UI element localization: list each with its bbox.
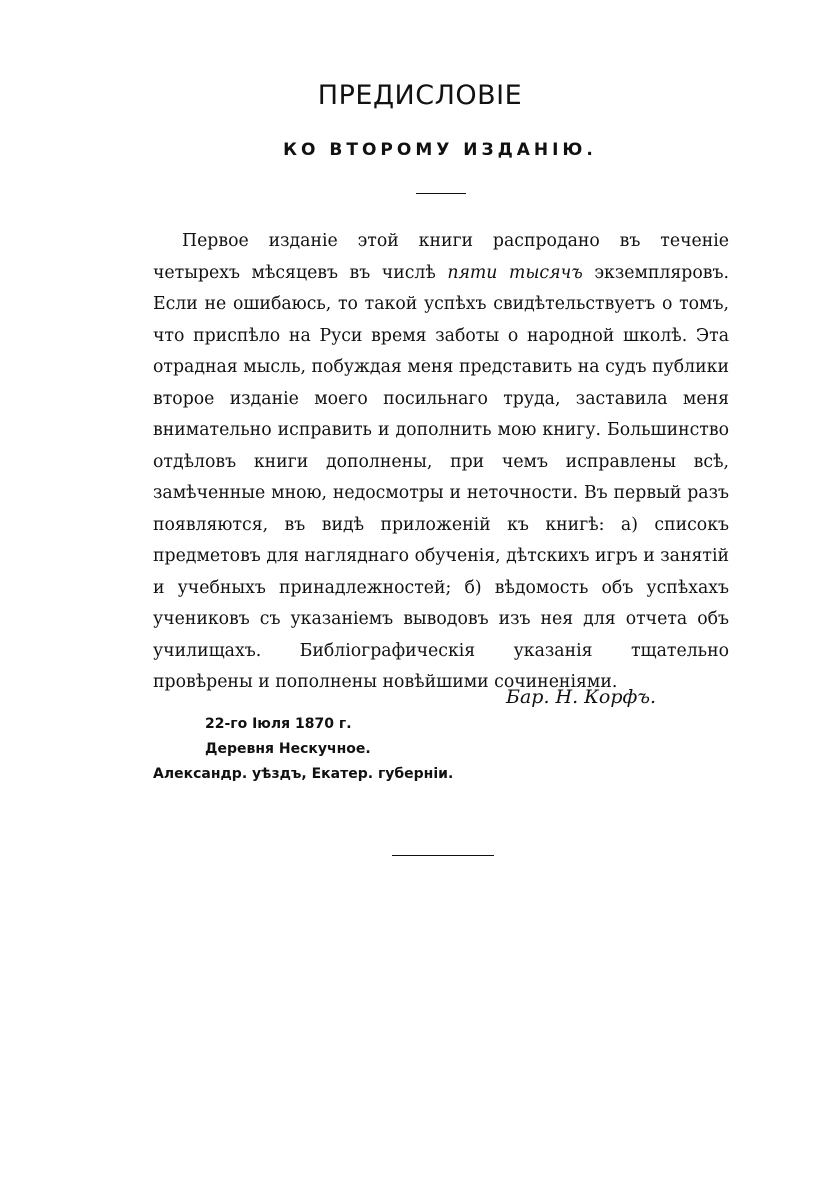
author-signature: Бар. Н. Корфъ.: [506, 686, 657, 708]
preface-paragraph: [153, 226, 729, 699]
top-divider: [416, 193, 466, 194]
page-subtitle: КО ВТОРОМУ ИЗДАНІЮ.: [283, 140, 597, 160]
paragraph-emphasis: пяти тысячъ: [447, 262, 583, 283]
bottom-divider: [392, 855, 494, 856]
village-line: Деревня Нескучное.: [205, 741, 371, 757]
paragraph-part1: Первое изданіе этой книги распродано въ теченіе четырехъ мѣсяцевъ въ числѣ: [153, 231, 729, 283]
page-title: ПРЕДИСЛОВІЕ: [317, 80, 523, 111]
district-line: Александр. уѣздъ, Екатер. губерніи.: [153, 766, 454, 782]
paragraph-part2: экземпляровъ. Если не ошибаюсь, то такой успѣхъ свидѣтельствуетъ о томъ, что приспѣло на Руси время заботы о народной школѣ. Эта отрадная мысль, побуждая меня представить на судъ публики второе изданіе моего посильнаго труда, заставила меня внимательно исправить и дополнить мою книгу. Большинство отдѣловъ книги дополнены, при чемъ исправлены всѣ, замѣченные мною, недосмотры и неточности. Въ первый разъ появляются, въ видѣ приложеній къ книгѣ: а) списокъ предметовъ для нагляднаго обученія, дѣтскихъ игръ и занятій и учебныхъ принадлежностей; б) вѣдомость объ успѣхахъ учениковъ съ указаніемъ выводовъ изъ нея для отчета объ училищахъ. Библіографическія указанія тщательно провѣрены и пополнены новѣйшими сочиненіями.: [153, 262, 729, 692]
date-line: 22-го Іюля 1870 г.: [205, 716, 352, 732]
